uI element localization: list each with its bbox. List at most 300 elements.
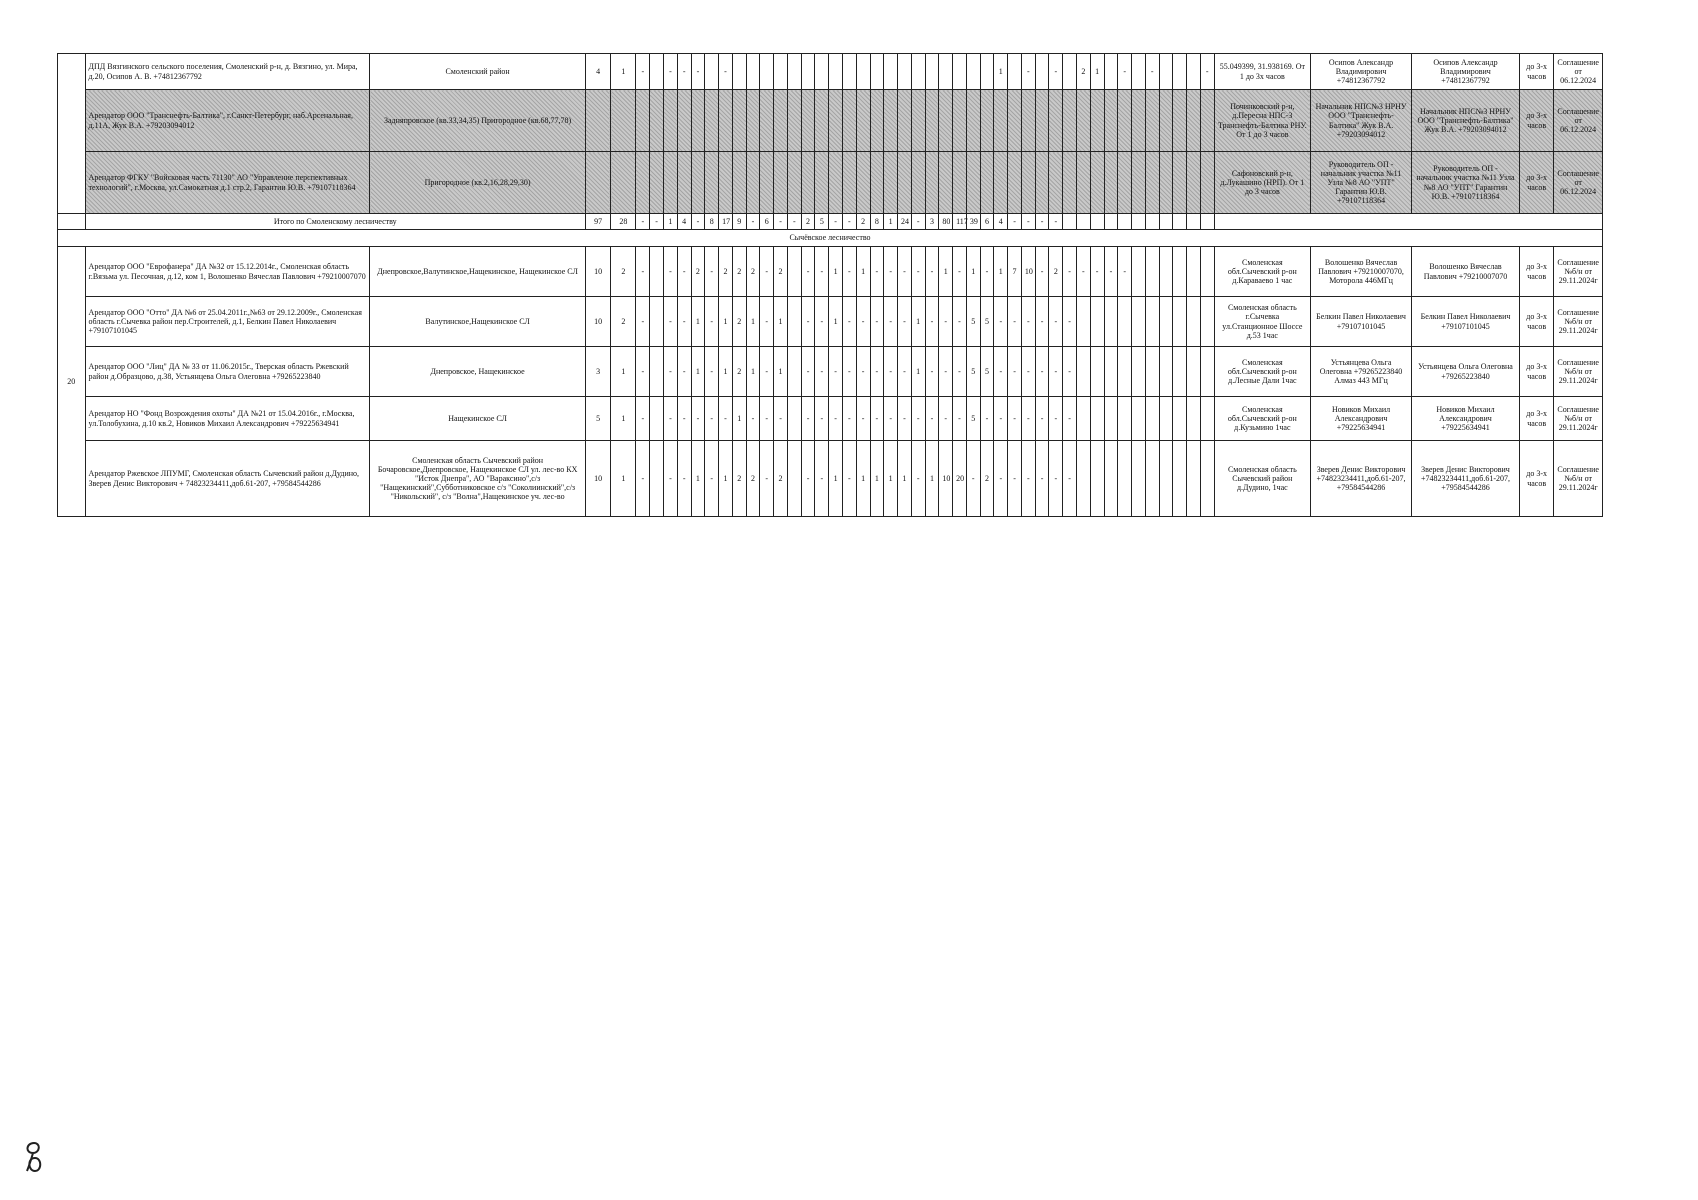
value-cell [732, 90, 746, 152]
value-cell: - [870, 347, 884, 397]
section-number-cell [58, 54, 86, 214]
handwritten-page-number [22, 1140, 46, 1174]
value-cell [650, 347, 664, 397]
value-cell: - [939, 397, 953, 441]
area-cell: Смоленский район [370, 54, 586, 90]
value-cell [1132, 397, 1146, 441]
organization-cell: Арендатор ООО "Отто" ДА №6 от 25.04.2011г.,№63 от 29.12.2009г., Смоленская область г.Сычевка район пер.Строителей, д.1, Белкин Павел Николаевич +79107101045 [85, 297, 370, 347]
location-cell: Смоленская область г.Сычевка ул.Станционное Шоссе д.53 1час [1214, 297, 1310, 347]
value-cell: - [884, 297, 898, 347]
value-cell [732, 152, 746, 214]
value-cell [746, 54, 760, 90]
value-cell: - [1049, 441, 1063, 517]
count-b-cell [611, 152, 636, 214]
count-a-cell: 3 [585, 347, 610, 397]
count-b-cell: 2 [611, 247, 636, 297]
total-value-cell: - [650, 214, 664, 230]
value-cell [719, 152, 733, 214]
count-b-cell: 2 [611, 297, 636, 347]
value-cell: - [1021, 297, 1035, 347]
value-cell: - [829, 397, 843, 441]
value-cell [746, 90, 760, 152]
contact-cell: Начальник НПС№3 НРНУ ООО "Транснефть-Балтика" Жук В.А. +79203094012 [1412, 90, 1520, 152]
value-cell: 1 [1090, 54, 1104, 90]
section-number-cell: 20 [58, 247, 86, 517]
value-cell: - [636, 54, 650, 90]
value-cell [1118, 347, 1132, 397]
value-cell [760, 152, 774, 214]
organization-cell: Арендатор ООО "Транснефть-Балтика", г.Санкт-Петербург, наб.Арсенальная, д.11А, Жук В.А. +79203094012 [85, 90, 370, 152]
value-cell [966, 152, 980, 214]
organization-cell: ДПД Вязгинского сельского поселения, Смоленский р-н, д. Вязгино, ул. Мира, д.20, Осипов А. В. +74812367792 [85, 54, 370, 90]
total-value-cell: - [829, 214, 843, 230]
value-cell: - [636, 247, 650, 297]
value-cell: 2 [774, 247, 788, 297]
value-cell: - [1049, 54, 1063, 90]
value-cell: - [719, 54, 733, 90]
total-value-cell: 4 [994, 214, 1008, 230]
value-cell: - [1063, 397, 1077, 441]
value-cell: - [677, 397, 691, 441]
total-tail-cell [1214, 214, 1602, 230]
value-cell [939, 152, 953, 214]
value-cell: 7 [1008, 247, 1022, 297]
value-cell: - [953, 297, 967, 347]
value-cell: - [898, 297, 912, 347]
value-cell: - [1049, 297, 1063, 347]
value-cell: - [705, 397, 719, 441]
total-value-cell [1063, 214, 1077, 230]
value-cell [1076, 441, 1090, 517]
agreement-cell: Соглашение от 06.12.2024 [1554, 152, 1603, 214]
value-cell [953, 90, 967, 152]
value-cell [787, 441, 801, 517]
responsible-cell: Руководитель ОП - начальник участка №11 Узла №8 АО "УПТ" Гарантин Ю.В. +79107118364 [1311, 152, 1412, 214]
value-cell [925, 54, 939, 90]
value-cell: - [953, 247, 967, 297]
area-cell: Днепровское, Нащекинское [370, 347, 586, 397]
value-cell: - [801, 441, 815, 517]
value-cell [829, 54, 843, 90]
value-cell: - [760, 347, 774, 397]
value-cell [1104, 347, 1118, 397]
location-cell: Сафоновский р-н, д.Лукашино (НРП). От 1 до 3 часов [1214, 152, 1310, 214]
value-cell [1049, 152, 1063, 214]
value-cell: 5 [980, 297, 994, 347]
count-a-cell: 5 [585, 397, 610, 441]
value-cell [1159, 297, 1173, 347]
value-cell [650, 152, 664, 214]
total-value-cell [1200, 214, 1214, 230]
value-cell: 2 [732, 441, 746, 517]
total-value-cell: 2 [801, 214, 815, 230]
value-cell [925, 152, 939, 214]
value-cell [1200, 152, 1214, 214]
table-row [58, 54, 1603, 90]
value-cell: 1 [774, 347, 788, 397]
total-value-cell: 8 [870, 214, 884, 230]
responsible-cell: Волошенко Вячеслав Павлович +79210007070, Моторола 446МГц [1311, 247, 1412, 297]
value-cell: - [911, 397, 925, 441]
total-value-cell: - [691, 214, 705, 230]
value-cell [636, 90, 650, 152]
value-cell: 2 [1049, 247, 1063, 297]
value-cell [1008, 54, 1022, 90]
total-value-cell: - [911, 214, 925, 230]
arrival-time-cell: до 3-х часов [1519, 54, 1553, 90]
count-a-cell [585, 152, 610, 214]
value-cell: - [664, 347, 678, 397]
value-cell: - [1008, 347, 1022, 397]
total-value-cell: 3 [925, 214, 939, 230]
total-value-cell [1132, 214, 1146, 230]
value-cell [705, 90, 719, 152]
value-cell: - [911, 441, 925, 517]
total-value-cell: 1 [884, 214, 898, 230]
agreement-cell: Соглашение №б/н от 29.11.2024г [1554, 347, 1603, 397]
value-cell: 2 [732, 297, 746, 347]
value-cell [1132, 247, 1146, 297]
value-cell: - [953, 347, 967, 397]
area-cell: Валутинское,Нащекинское СЛ [370, 297, 586, 347]
value-cell [719, 90, 733, 152]
value-cell [1076, 90, 1090, 152]
total-label: Итого по Смоленскому лесничеству [85, 214, 585, 230]
value-cell: - [1104, 247, 1118, 297]
value-cell [1200, 297, 1214, 347]
value-cell: - [1035, 397, 1049, 441]
value-cell [650, 247, 664, 297]
value-cell [1104, 441, 1118, 517]
value-cell: - [925, 397, 939, 441]
value-cell [787, 152, 801, 214]
value-cell: - [1049, 397, 1063, 441]
responsible-cell: Осипов Александр Владимирович +74812367792 [1311, 54, 1412, 90]
value-cell: - [1021, 397, 1035, 441]
value-cell: - [801, 297, 815, 347]
value-cell [911, 152, 925, 214]
value-cell: 1 [829, 247, 843, 297]
value-cell [787, 247, 801, 297]
value-cell [994, 152, 1008, 214]
value-cell [1200, 397, 1214, 441]
value-cell: - [691, 54, 705, 90]
value-cell: - [842, 397, 856, 441]
value-cell: - [842, 297, 856, 347]
value-cell [842, 90, 856, 152]
value-cell [774, 90, 788, 152]
count-b-cell [611, 90, 636, 152]
value-cell: - [953, 397, 967, 441]
table-row [58, 347, 1603, 397]
value-cell [650, 90, 664, 152]
total-value-cell [1159, 214, 1173, 230]
location-cell: Починковский р-н, д.Переснa НПС-3 Транснефть-Балтика РНУ. От 1 до 3 часов [1214, 90, 1310, 152]
value-cell: - [1063, 297, 1077, 347]
value-cell [801, 90, 815, 152]
value-cell: - [677, 297, 691, 347]
value-cell: 1 [966, 247, 980, 297]
value-cell [1159, 90, 1173, 152]
value-cell [898, 152, 912, 214]
value-cell [1118, 297, 1132, 347]
forest-fire-resources-table [57, 53, 1603, 517]
contact-cell: Устьянцева Ольга Олеговна +79265223840 [1412, 347, 1520, 397]
value-cell: - [842, 247, 856, 297]
value-cell: - [1063, 247, 1077, 297]
value-cell: - [884, 347, 898, 397]
value-cell [1173, 441, 1187, 517]
value-cell [829, 152, 843, 214]
value-cell: 1 [774, 297, 788, 347]
arrival-time-cell: до 3-х часов [1519, 297, 1553, 347]
value-cell [1021, 152, 1035, 214]
total-value-cell: - [746, 214, 760, 230]
value-cell [870, 152, 884, 214]
value-cell [829, 90, 843, 152]
value-cell: - [994, 441, 1008, 517]
value-cell: 1 [732, 397, 746, 441]
value-cell: 1 [870, 441, 884, 517]
value-cell: 1 [856, 247, 870, 297]
value-cell [1132, 297, 1146, 347]
total-value-cell [1173, 214, 1187, 230]
value-cell: - [898, 347, 912, 397]
total-value-cell [1118, 214, 1132, 230]
value-cell [1145, 441, 1159, 517]
agreement-cell: Соглашение от 06.12.2024 [1554, 90, 1603, 152]
value-cell [1200, 247, 1214, 297]
contact-cell: Новиков Михаил Александрович +79225634941 [1412, 397, 1520, 441]
value-cell: - [760, 397, 774, 441]
total-value-cell [1090, 214, 1104, 230]
value-cell [1104, 152, 1118, 214]
value-cell: - [1021, 441, 1035, 517]
value-cell [815, 54, 829, 90]
total-value-cell: 80 [939, 214, 953, 230]
value-cell [939, 90, 953, 152]
agreement-cell: Соглашение №б/н от 29.11.2024г [1554, 441, 1603, 517]
value-cell: 10 [939, 441, 953, 517]
value-cell: - [1035, 347, 1049, 397]
value-cell [994, 90, 1008, 152]
value-cell [1049, 90, 1063, 152]
value-cell: - [760, 297, 774, 347]
total-value-cell [1187, 214, 1201, 230]
value-cell: - [677, 347, 691, 397]
value-cell [1132, 90, 1146, 152]
value-cell: - [664, 441, 678, 517]
value-cell [1008, 90, 1022, 152]
value-cell: - [705, 247, 719, 297]
value-cell [1132, 347, 1146, 397]
value-cell: - [1049, 347, 1063, 397]
value-cell [1159, 152, 1173, 214]
total-value-cell [1145, 214, 1159, 230]
value-cell: 1 [994, 247, 1008, 297]
count-a-cell: 10 [585, 441, 610, 517]
value-cell [856, 152, 870, 214]
total-value-cell: - [774, 214, 788, 230]
value-cell: 1 [994, 54, 1008, 90]
table-row [58, 441, 1603, 517]
value-cell [1104, 397, 1118, 441]
value-cell: - [1145, 54, 1159, 90]
count-a-cell [585, 90, 610, 152]
value-cell [1104, 297, 1118, 347]
table-row [58, 397, 1603, 441]
total-value-cell: 39 [966, 214, 980, 230]
value-cell [953, 152, 967, 214]
total-count-a: 97 [585, 214, 610, 230]
value-cell [1008, 152, 1022, 214]
value-cell: - [664, 54, 678, 90]
value-cell [1118, 397, 1132, 441]
arrival-time-cell: до 3-х часов [1519, 441, 1553, 517]
value-cell: 5 [966, 297, 980, 347]
arrival-time-cell: до 3-х часов [1519, 347, 1553, 397]
total-value-cell: - [1021, 214, 1035, 230]
value-cell [1200, 347, 1214, 397]
value-cell: - [1021, 347, 1035, 397]
section-title: Сычёвское лесничество [58, 230, 1603, 247]
value-cell: - [760, 441, 774, 517]
value-cell [1076, 347, 1090, 397]
value-cell [801, 54, 815, 90]
value-cell: - [870, 397, 884, 441]
agreement-cell: Соглашение №б/н от 29.11.2024г [1554, 297, 1603, 347]
value-cell: 1 [746, 347, 760, 397]
value-cell [1035, 90, 1049, 152]
value-cell [1090, 397, 1104, 441]
value-cell [650, 297, 664, 347]
value-cell [1063, 90, 1077, 152]
value-cell [1187, 90, 1201, 152]
value-cell [650, 397, 664, 441]
agreement-cell: Соглашение от 06.12.2024 [1554, 54, 1603, 90]
area-cell: Смоленская область Сычевский район Бочаровское,Днепровское, Нащекинское СЛ ул. лес-во КХ "Исток Днепра", АО "Вараксино",с/з "Нащекинский",Субботниковское с/з "Соколиинский",с/з "Никольский", с/з "Волна",Нащекинское уч. лес-во [370, 441, 586, 517]
value-cell [884, 54, 898, 90]
count-a-cell: 10 [585, 297, 610, 347]
value-cell: - [719, 397, 733, 441]
area-cell: Пригородное (кв.2,16,28,29,30) [370, 152, 586, 214]
value-cell: - [925, 247, 939, 297]
total-value-cell: - [1035, 214, 1049, 230]
value-cell [1035, 152, 1049, 214]
value-cell [1200, 441, 1214, 517]
total-value-cell: 6 [980, 214, 994, 230]
value-cell: - [911, 247, 925, 297]
value-cell [1090, 152, 1104, 214]
table-row [58, 152, 1603, 214]
value-cell: - [746, 397, 760, 441]
value-cell: - [856, 297, 870, 347]
value-cell [1187, 347, 1201, 397]
total-value-cell: 117 [953, 214, 967, 230]
value-cell [898, 54, 912, 90]
value-cell: 2 [774, 441, 788, 517]
value-cell: 1 [691, 297, 705, 347]
value-cell [774, 54, 788, 90]
value-cell: - [939, 347, 953, 397]
value-cell [842, 152, 856, 214]
value-cell: 1 [911, 297, 925, 347]
contact-cell: Осипов Александр Владимирович +74812367792 [1412, 54, 1520, 90]
value-cell: - [815, 247, 829, 297]
count-b-cell: 1 [611, 54, 636, 90]
organization-cell: Арендатор НО "Фонд Возрождения охоты" ДА №21 от 15.04.2016г., г.Москва, ул.Толобухина, д.10 кв.2, Новиков Михаил Александрович +79225634941 [85, 397, 370, 441]
value-cell [664, 152, 678, 214]
location-cell: Смоленская обл.Сычевский р-он д.Караваево 1 час [1214, 247, 1310, 297]
area-cell: Днепровское,Валутинское,Нащекинское, Нащекинское СЛ [370, 247, 586, 297]
value-cell [856, 54, 870, 90]
value-cell [1076, 297, 1090, 347]
value-cell: - [691, 397, 705, 441]
value-cell: 2 [746, 441, 760, 517]
value-cell [705, 152, 719, 214]
value-cell [980, 152, 994, 214]
value-cell [650, 54, 664, 90]
value-cell: - [636, 441, 650, 517]
value-cell [691, 90, 705, 152]
value-cell: 1 [911, 347, 925, 397]
value-cell: - [1063, 347, 1077, 397]
value-cell [1076, 152, 1090, 214]
value-cell [1187, 54, 1201, 90]
total-value-cell: 24 [898, 214, 912, 230]
value-cell: - [1021, 54, 1035, 90]
value-cell [870, 90, 884, 152]
total-row-spacer [58, 214, 86, 230]
value-cell: - [815, 297, 829, 347]
value-cell [1187, 247, 1201, 297]
value-cell: - [801, 247, 815, 297]
value-cell [1159, 54, 1173, 90]
value-cell: 2 [980, 441, 994, 517]
count-b-cell: 1 [611, 441, 636, 517]
value-cell: 1 [691, 347, 705, 397]
value-cell: - [705, 441, 719, 517]
value-cell: - [994, 397, 1008, 441]
value-cell [870, 54, 884, 90]
value-cell: - [898, 247, 912, 297]
contact-cell: Белкин Павел Николаевич +79107101045 [1412, 297, 1520, 347]
contact-cell: Руководитель ОП - начальник участка №11 Узла №8 АО "УПТ" Гарантин Ю.В. +79107118364 [1412, 152, 1520, 214]
total-value-cell: - [787, 214, 801, 230]
value-cell: - [636, 397, 650, 441]
total-value-cell: 4 [677, 214, 691, 230]
value-cell [842, 54, 856, 90]
value-cell [980, 54, 994, 90]
value-cell: 2 [746, 247, 760, 297]
value-cell: - [677, 441, 691, 517]
value-cell: - [636, 347, 650, 397]
value-cell [898, 90, 912, 152]
value-cell: 5 [966, 347, 980, 397]
value-cell: 2 [732, 347, 746, 397]
value-cell: - [705, 347, 719, 397]
arrival-time-cell: до 3-х часов [1519, 397, 1553, 441]
value-cell [1173, 90, 1187, 152]
value-cell [980, 90, 994, 152]
value-cell: - [939, 297, 953, 347]
value-cell: - [664, 397, 678, 441]
value-cell: 1 [884, 441, 898, 517]
value-cell [760, 90, 774, 152]
table-row [58, 247, 1603, 297]
value-cell: - [815, 397, 829, 441]
value-cell: 1 [719, 441, 733, 517]
